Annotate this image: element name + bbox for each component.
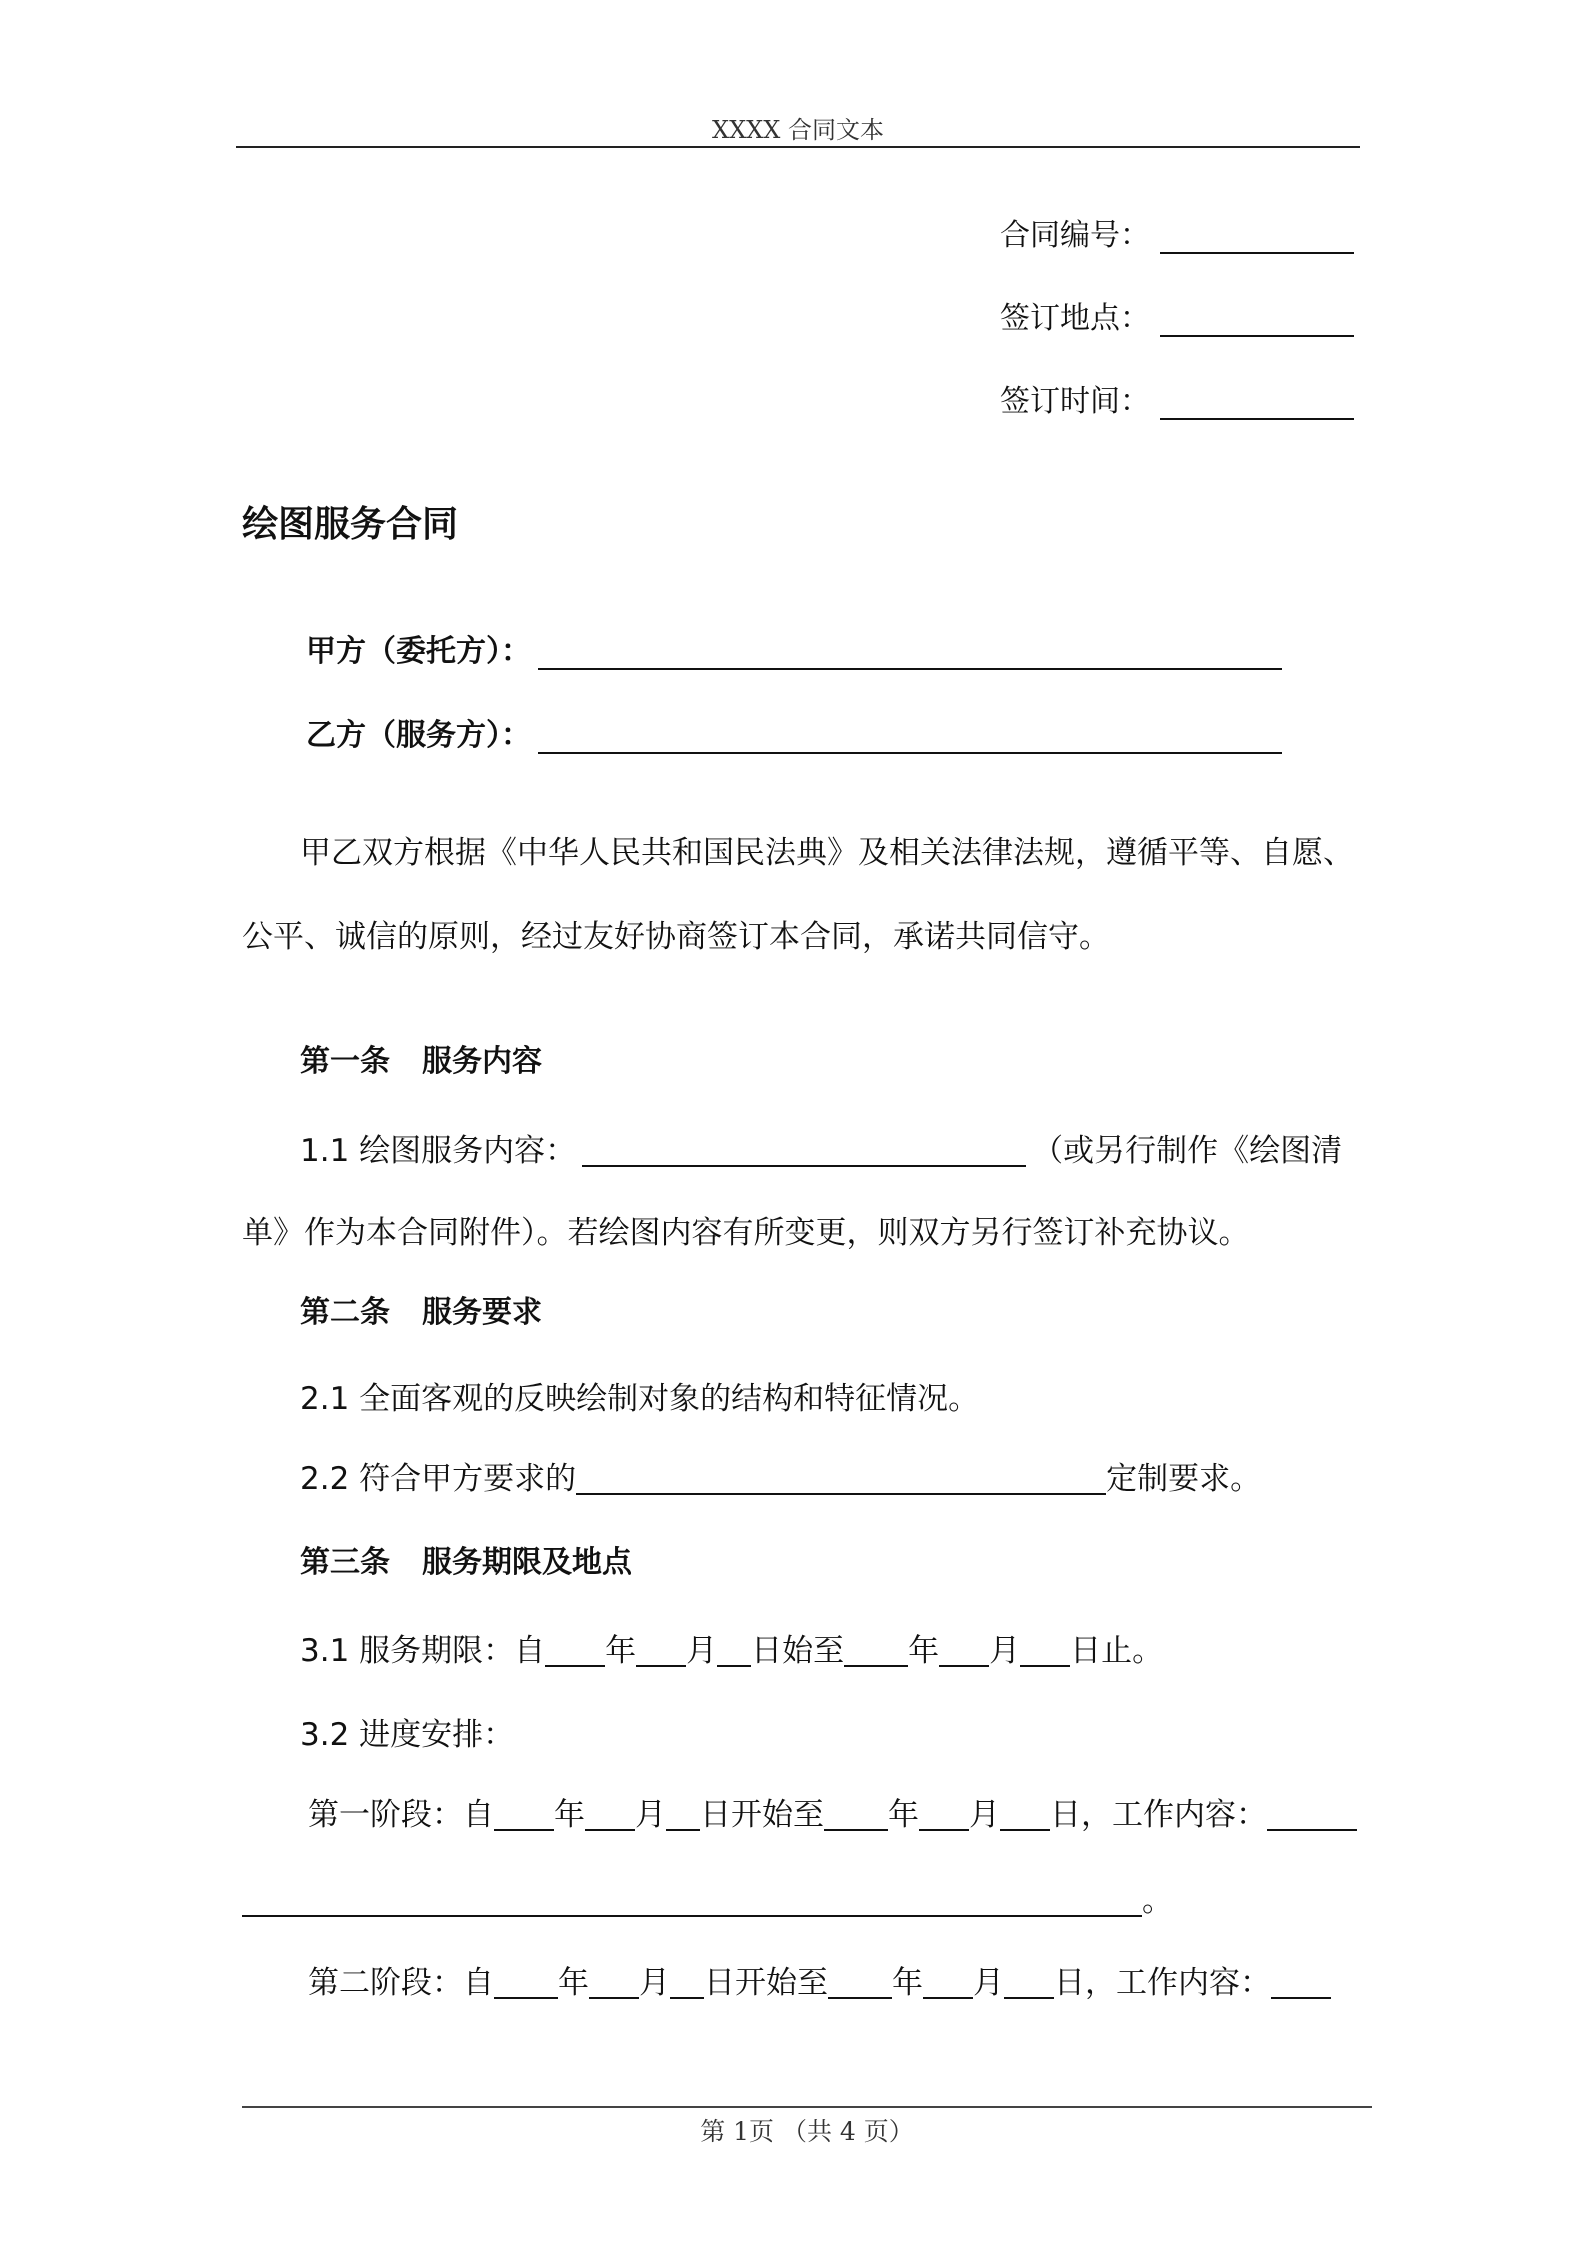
clause-2-2-prefix: 2.2 符合甲方要求的 <box>300 1461 577 1497</box>
stage-2-label: 第二阶段：自 <box>308 1965 494 2001</box>
stage-2-start-day-field[interactable] <box>670 1963 704 1999</box>
party-b-label: 乙方（服务方）： <box>306 718 531 753</box>
day-open-label: 日开始至 <box>704 1965 828 2001</box>
party-a-row <box>306 624 1282 670</box>
article-2-title: 服务要求 <box>422 1295 542 1330</box>
clause-2-2-suffix: 定制要求。 <box>1106 1461 1262 1497</box>
sign-place-label: 签订地点： <box>1000 301 1150 336</box>
article-1-number: 第一条 <box>300 1044 390 1079</box>
stage-1-end-year-field[interactable] <box>824 1795 888 1831</box>
contract-number-field[interactable] <box>1160 216 1354 254</box>
sign-time-label: 签订时间： <box>1000 384 1150 419</box>
day-start-label: 日始至 <box>751 1633 845 1669</box>
article-1-heading <box>300 1039 542 1085</box>
end-month-field[interactable] <box>939 1631 989 1667</box>
period: 。 <box>1142 1883 1173 1919</box>
year-label: 年 <box>558 1965 589 2001</box>
stage-1-row <box>308 1792 1357 1838</box>
month-label: 月 <box>639 1965 670 2001</box>
clause-3-1 <box>300 1628 1163 1674</box>
article-1-title: 服务内容 <box>422 1044 542 1079</box>
clause-3-1-label: 3.1 服务期限：自 <box>300 1633 546 1669</box>
stage-1-label: 第一阶段：自 <box>308 1797 494 1833</box>
start-month-field[interactable] <box>636 1631 686 1667</box>
intro-line-1: 甲乙双方根据《中华人民共和国民法典》及相关法律法规，遵循平等、自愿、 <box>300 835 1354 871</box>
party-a-field[interactable] <box>538 632 1282 670</box>
page-number: 第 1页 （共 4 页） <box>700 2117 914 2146</box>
article-2-heading <box>300 1290 542 1336</box>
year-label: 年 <box>554 1797 585 1833</box>
article-3-heading <box>300 1540 632 1586</box>
start-day-field[interactable] <box>717 1631 751 1667</box>
stage-1-continuation <box>242 1878 1173 1924</box>
stage-2-end-year-field[interactable] <box>828 1963 892 1999</box>
party-a-label: 甲方（委托方）： <box>306 634 531 669</box>
article-2-number: 第二条 <box>300 1295 390 1330</box>
sign-place-row <box>1000 291 1354 337</box>
party-b-field[interactable] <box>538 716 1282 754</box>
stage-2-end-month-field[interactable] <box>923 1963 973 1999</box>
stage-1-work-content-field[interactable] <box>1267 1795 1357 1831</box>
day-comma-label: 日，工作内容： <box>1050 1797 1267 1833</box>
contract-number-row <box>1000 208 1354 254</box>
stage-1-end-day-field[interactable] <box>1000 1795 1050 1831</box>
stage-2-start-month-field[interactable] <box>589 1963 639 1999</box>
custom-requirement-field[interactable] <box>576 1459 1106 1495</box>
stage-2-row <box>308 1960 1331 2006</box>
year-label: 年 <box>908 1633 940 1669</box>
running-header: XXXX 合同文本 <box>712 116 884 144</box>
clause-2-2 <box>300 1456 1261 1502</box>
clause-3-2: 3.2 进度安排： <box>300 1717 515 1753</box>
stage-2-end-day-field[interactable] <box>1004 1963 1054 1999</box>
stage-2-work-content-field[interactable] <box>1271 1963 1331 1999</box>
stage-1-start-month-field[interactable] <box>585 1795 635 1831</box>
stage-1-work-content-line-2[interactable] <box>242 1881 1142 1917</box>
day-comma-label: 日，工作内容： <box>1054 1965 1271 2001</box>
article-3-title: 服务期限及地点 <box>422 1545 632 1580</box>
clause-1-1-suffix: （或另行制作《绘图清 <box>1032 1133 1343 1169</box>
drawing-service-content-field[interactable] <box>582 1131 1026 1167</box>
day-open-label: 日开始至 <box>700 1797 824 1833</box>
month-label: 月 <box>989 1633 1021 1669</box>
day-end-label: 日止。 <box>1070 1633 1164 1669</box>
month-label: 月 <box>973 1965 1004 2001</box>
month-label: 月 <box>635 1797 666 1833</box>
month-label: 月 <box>969 1797 1000 1833</box>
sign-time-row <box>1000 374 1354 420</box>
stage-1-start-day-field[interactable] <box>666 1795 700 1831</box>
start-year-field[interactable] <box>545 1631 605 1667</box>
footer-divider <box>242 2106 1372 2108</box>
clause-1-1-prefix: 1.1 绘图服务内容： <box>300 1133 577 1169</box>
document-title: 绘图服务合同 <box>242 504 459 545</box>
year-label: 年 <box>892 1965 923 2001</box>
year-label: 年 <box>605 1633 637 1669</box>
contract-number-label: 合同编号： <box>1000 218 1150 253</box>
clause-1-1 <box>300 1128 1342 1174</box>
month-label: 月 <box>686 1633 718 1669</box>
year-label: 年 <box>888 1797 919 1833</box>
end-year-field[interactable] <box>844 1631 908 1667</box>
sign-place-field[interactable] <box>1160 299 1354 337</box>
stage-2-start-year-field[interactable] <box>494 1963 558 1999</box>
stage-1-end-month-field[interactable] <box>919 1795 969 1831</box>
intro-line-2: 公平、诚信的原则，经过友好协商签订本合同，承诺共同信守。 <box>242 919 1110 955</box>
header-divider <box>236 146 1360 148</box>
article-3-number: 第三条 <box>300 1545 390 1580</box>
clause-1-1-line-2: 单》作为本合同附件）。若绘图内容有所变更，则双方另行签订补充协议。 <box>242 1215 1250 1251</box>
clause-2-1: 2.1 全面客观的反映绘制对象的结构和特征情况。 <box>300 1381 980 1417</box>
stage-1-start-year-field[interactable] <box>494 1795 554 1831</box>
end-day-field[interactable] <box>1020 1631 1070 1667</box>
sign-time-field[interactable] <box>1160 382 1354 420</box>
party-b-row <box>306 708 1282 754</box>
